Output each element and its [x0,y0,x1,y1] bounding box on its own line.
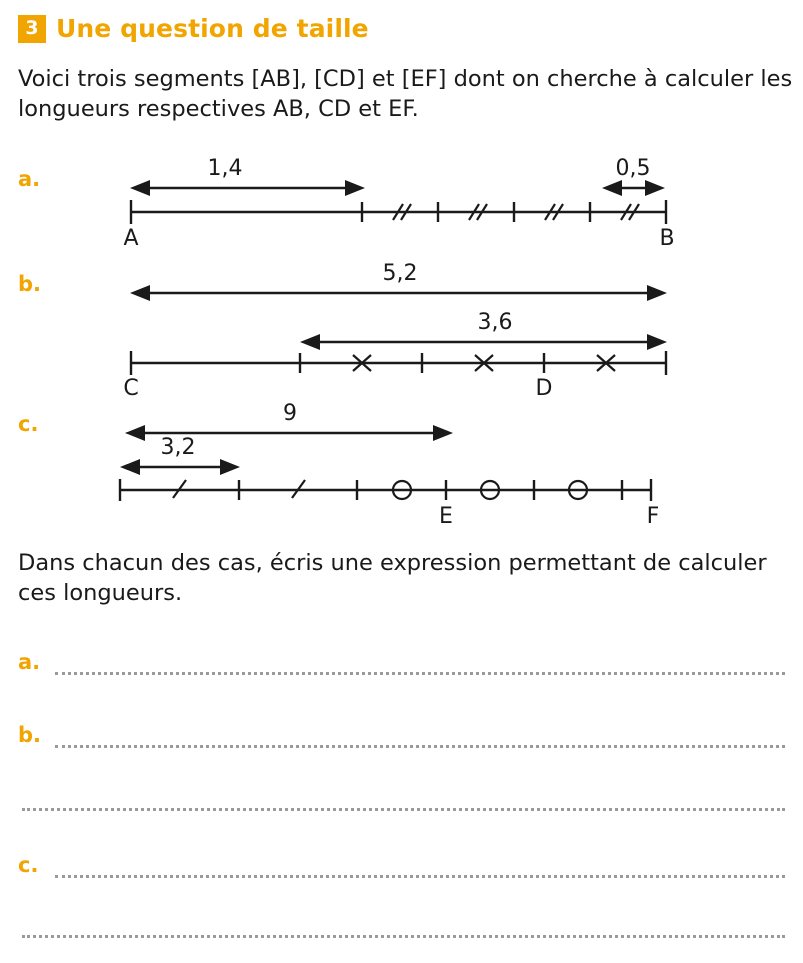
figure-c-point-E: E [439,504,453,530]
answer-line-c-1[interactable] [55,875,785,878]
item-letter-b: b. [18,272,42,296]
figure-b-dim-2: 3,6 [477,310,513,335]
answer-letter-b: b. [18,723,42,747]
intro-paragraph: Voici trois segments [AB], [CD] et [EF] dont on cherche à calculer les longueurs respectives AB, CD et EF. [18,66,793,122]
figure-c-point-F: F [646,504,660,530]
figure-a-dim-2: 0,5 [615,156,651,181]
figure-a-point-B: B [659,226,675,251]
figure-a-dim-1: 1,4 [207,156,243,181]
figure-b-point-D: D [535,376,553,402]
figure-b-dim-1: 5,2 [382,261,418,286]
figure-b [110,255,710,402]
figure-a [110,150,710,250]
figure-c-dim-1: 9 [283,401,297,426]
answer-line-b-1[interactable] [55,745,785,748]
exercise-number-badge: 3 [18,15,46,43]
answer-line-a-1[interactable] [55,672,785,675]
figure-c-dim-2: 3,2 [160,435,196,460]
answer-line-b-2[interactable] [22,808,785,811]
answer-letter-c: c. [18,853,39,877]
figure-a-point-A: A [123,226,139,251]
answer-line-c-2[interactable] [22,935,785,938]
item-letter-c: c. [18,412,39,436]
exercise-title: Une question de taille [56,14,369,43]
exercise-header [18,14,369,43]
figure-c [100,398,700,528]
item-letter-a: a. [18,167,41,191]
answer-letter-a: a. [18,650,41,674]
figure-b-point-C: C [123,376,139,402]
outro-paragraph: Dans chacun des cas, écris une expression permettant de calculer ces longueurs. [18,550,767,606]
